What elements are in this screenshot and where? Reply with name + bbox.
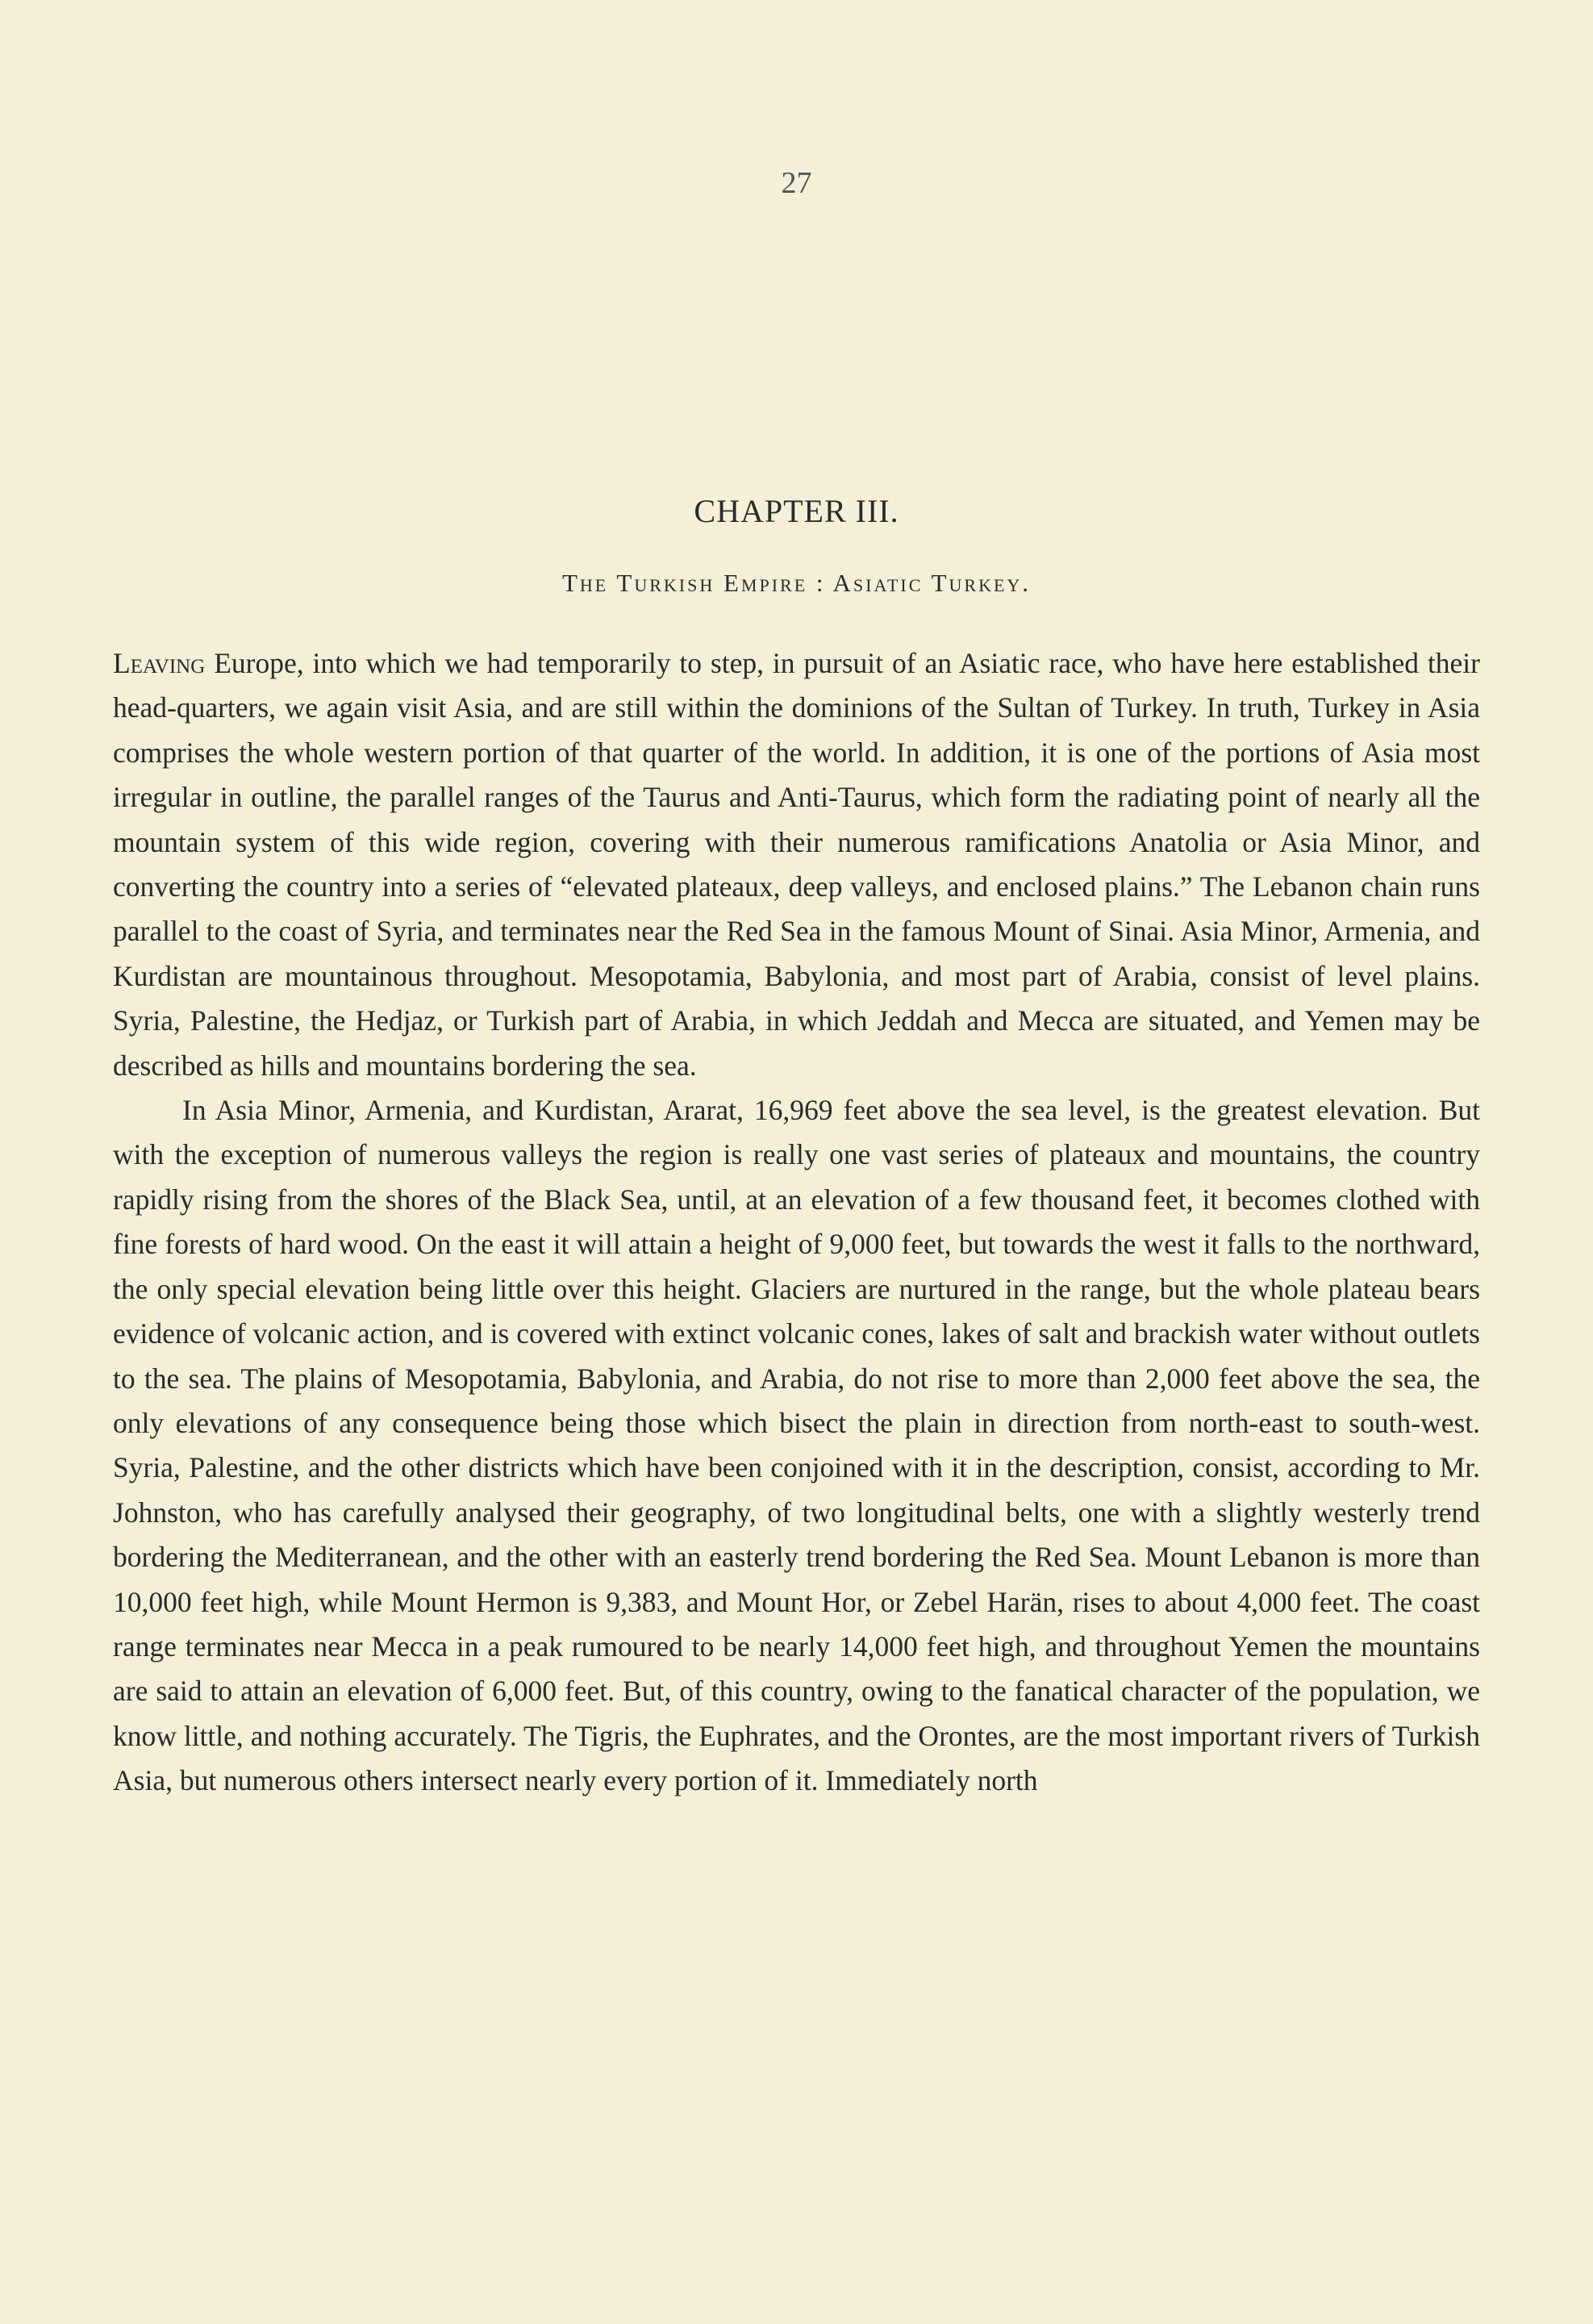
paragraph-1-lead-word: Leaving <box>113 647 206 679</box>
chapter-subtitle: The Turkish Empire : Asiatic Turkey. <box>561 569 1032 597</box>
paragraph-1-text: Europe, into which we had temporarily to step, in pursuit of an Asiatic race, who have here established their head-quarters, we again visit Asia, and are still within the dominions of the Sultan of Turkey. In truth, Turkey in Asia comprises the whole western portion of that quarter of the world. In addition, it is one of the portions of Asia most irregular in outline, the parallel ranges of the Taurus and Anti-Taurus, which form the radiating point of nearly all the mountain system of this wide region, covering with their numerous ramifications Anatolia or Asia Minor, and converting the country into a series of “elevated plateaux, deep valleys, and enclosed plains.” The Lebanon chain runs parallel to the coast of Syria, and terminates near the Red Sea in the famous Mount of Sinai. Asia Minor, Armenia, and Kurdistan are mountainous throughout. Mesopotamia, Babylonia, and most part of Arabia, consist of level plains. Syria, Palestine, the Hedjaz, or Turkish part of Arabia, in which Jeddah and Mecca are situated, and Yemen may be described as hills and mountains bordering the sea. <box>113 647 1480 1082</box>
body-text <box>113 641 1480 1804</box>
page-number: 27 <box>781 166 812 200</box>
chapter-title: CHAPTER III. <box>694 493 899 529</box>
paragraph-2: In Asia Minor, Armenia, and Kurdistan, Ararat, 16,969 feet above the sea level, is the greatest elevation. But with the exception of numerous valleys the region is really one vast series of plateaux and mountains, the country rapidly rising from the shores of the Black Sea, until, at an elevation of a few thousand feet, it becomes clothed with fine forests of hard wood. On the east it will attain a height of 9,000 feet, but towards the west it falls to the northward, the only special elevation being little over this height. Glaciers are nurtured in the range, but the whole plateau bears evidence of volcanic action, and is covered with extinct volcanic cones, lakes of salt and brackish water without outlets to the sea. The plains of Mesopotamia, Babylonia, and Arabia, do not rise to more than 2,000 feet above the sea, the only elevations of any consequence being those which bisect the plain in direction from north-east to south-west. Syria, Palestine, and the other districts which have been conjoined with it in the description, consist, according to Mr. Johnston, who has carefully analysed their geography, of two longitudinal belts, one with a slightly westerly trend bordering the Mediterranean, and the other with an easterly trend bordering the Red Sea. Mount Lebanon is more than 10,000 feet high, while Mount Hermon is 9,383, and Mount Hor, or Zebel Harän, rises to about 4,000 feet. The coast range terminates near Mecca in a peak rumoured to be nearly 14,000 feet high, and throughout Yemen the mountains are said to attain an elevation of 6,000 feet. But, of this country, owing to the fanatical character of the population, we know little, and nothing accurately. The Tigris, the Euphrates, and the Orontes, are the most important rivers of Turkish Asia, but numerous others intersect nearly every portion of it. Immediately north <box>113 1094 1480 1797</box>
paragraph-1 <box>113 641 1480 1088</box>
